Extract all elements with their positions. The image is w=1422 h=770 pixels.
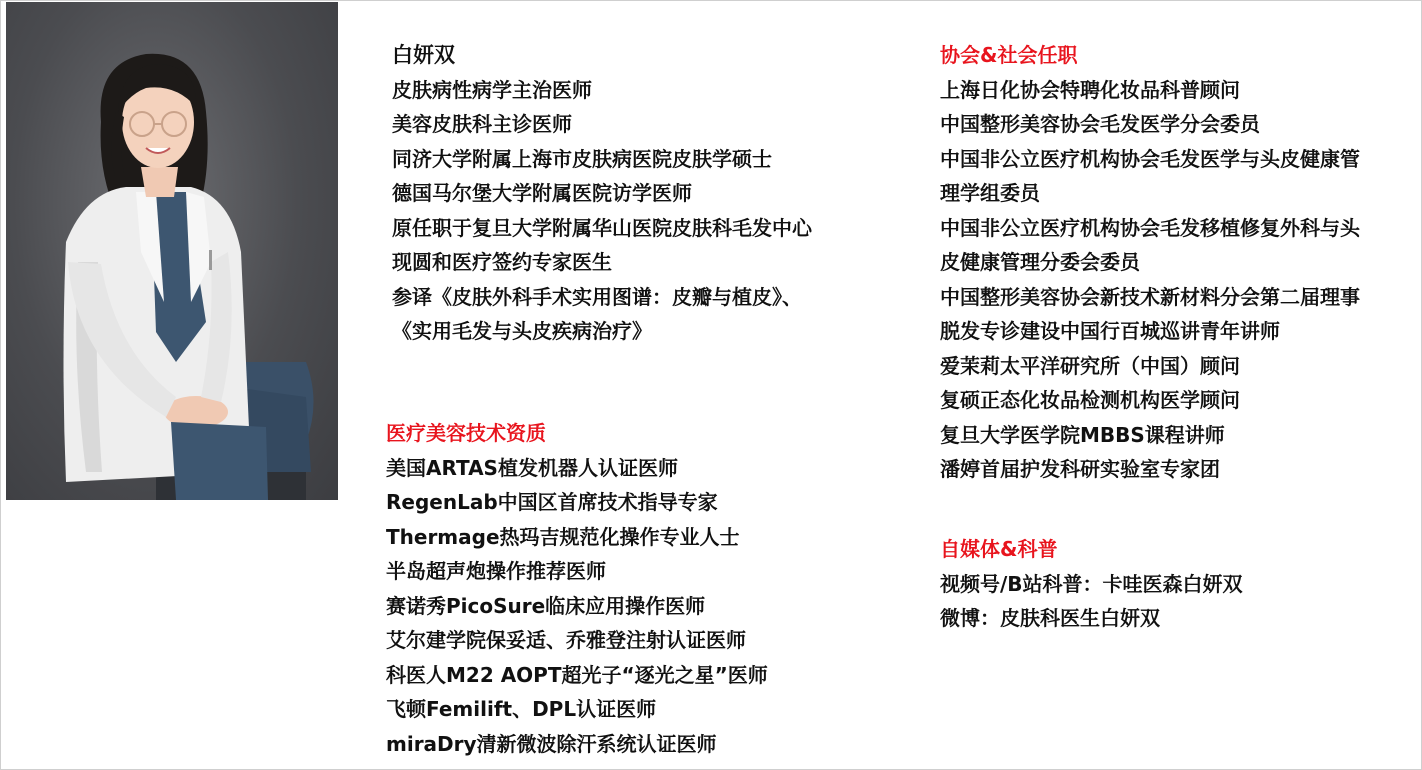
doctor-portrait-photo bbox=[6, 2, 338, 500]
title-line: 德国马尔堡大学附属医院访学医师 bbox=[392, 181, 692, 205]
media-item: 微博：皮肤科医生白妍双 bbox=[940, 606, 1160, 630]
qualification-item: RegenLab中国区首席技术指导专家 bbox=[386, 490, 718, 514]
association-item: 中国整形美容协会新技术新材料分会第二届理事 bbox=[940, 284, 1360, 309]
qualification-item: 美国ARTAS植发机器人认证医师 bbox=[386, 455, 678, 480]
association-item: 复硕正态化妆品检测机构医学顾问 bbox=[940, 388, 1240, 412]
title-line: 同济大学附属上海市皮肤病医院皮肤学硕士 bbox=[392, 146, 772, 171]
qualification-item: 艾尔建学院保妥适、乔雅登注射认证医师 bbox=[386, 628, 746, 652]
title-line: 参译《皮肤外科手术实用图谱：皮瓣与植皮》、 bbox=[392, 284, 802, 309]
media-item: 视频号/B站科普：卡哇医森白妍双 bbox=[940, 571, 1243, 596]
media-section bbox=[940, 532, 1243, 636]
title-line: 美容皮肤科主诊医师 bbox=[392, 112, 572, 136]
title-line: 皮肤病性病学主治医师 bbox=[392, 77, 592, 102]
doctor-name: 白妍双 bbox=[392, 43, 455, 67]
association-item: 潘婷首届护发科研实验室专家团 bbox=[940, 457, 1220, 481]
association-item: 爱茉莉太平洋研究所（中国）顾问 bbox=[940, 353, 1240, 378]
qualification-item: Thermage热玛吉规范化操作专业人士 bbox=[386, 524, 740, 549]
association-item: 中国非公立医疗机构协会毛发移植修复外科与头 bbox=[940, 215, 1360, 240]
association-item: 理学组委员 bbox=[940, 181, 1040, 205]
associations-section bbox=[940, 38, 1360, 487]
association-item: 复旦大学医学院MBBS课程讲师 bbox=[940, 422, 1225, 447]
title-line: 原任职于复旦大学附属华山医院皮肤科毛发中心 bbox=[392, 215, 812, 240]
qualification-item: 半岛超声炮操作推荐医师 bbox=[386, 559, 606, 583]
association-item: 中国非公立医疗机构协会毛发医学与头皮健康管 bbox=[940, 146, 1360, 171]
association-item: 上海日化协会特聘化妆品科普顾问 bbox=[940, 77, 1240, 102]
qualification-item: 飞顿Femilift、DPL认证医师 bbox=[386, 697, 657, 721]
title-line: 《实用毛发与头皮疾病治疗》 bbox=[392, 319, 652, 343]
qualification-item: 科医人M22 AOPT超光子“逐光之星”医师 bbox=[386, 662, 768, 687]
association-item: 中国整形美容协会毛发医学分会委员 bbox=[940, 112, 1260, 136]
title-line: 现圆和医疗签约专家医生 bbox=[392, 250, 612, 274]
association-item: 脱发专诊建设中国行百城巡讲青年讲师 bbox=[940, 319, 1280, 343]
profile-section bbox=[392, 38, 812, 349]
media-heading: 自媒体&科普 bbox=[940, 537, 1058, 561]
qualification-item: miraDry清新微波除汗系统认证医师 bbox=[386, 731, 717, 756]
qualifications-section bbox=[386, 416, 768, 761]
qualifications-heading: 医疗美容技术资质 bbox=[386, 421, 546, 445]
association-item: 皮健康管理分委会委员 bbox=[940, 250, 1140, 274]
associations-heading: 协会&社会任职 bbox=[940, 43, 1078, 67]
qualification-item: 赛诺秀PicoSure临床应用操作医师 bbox=[386, 593, 706, 618]
